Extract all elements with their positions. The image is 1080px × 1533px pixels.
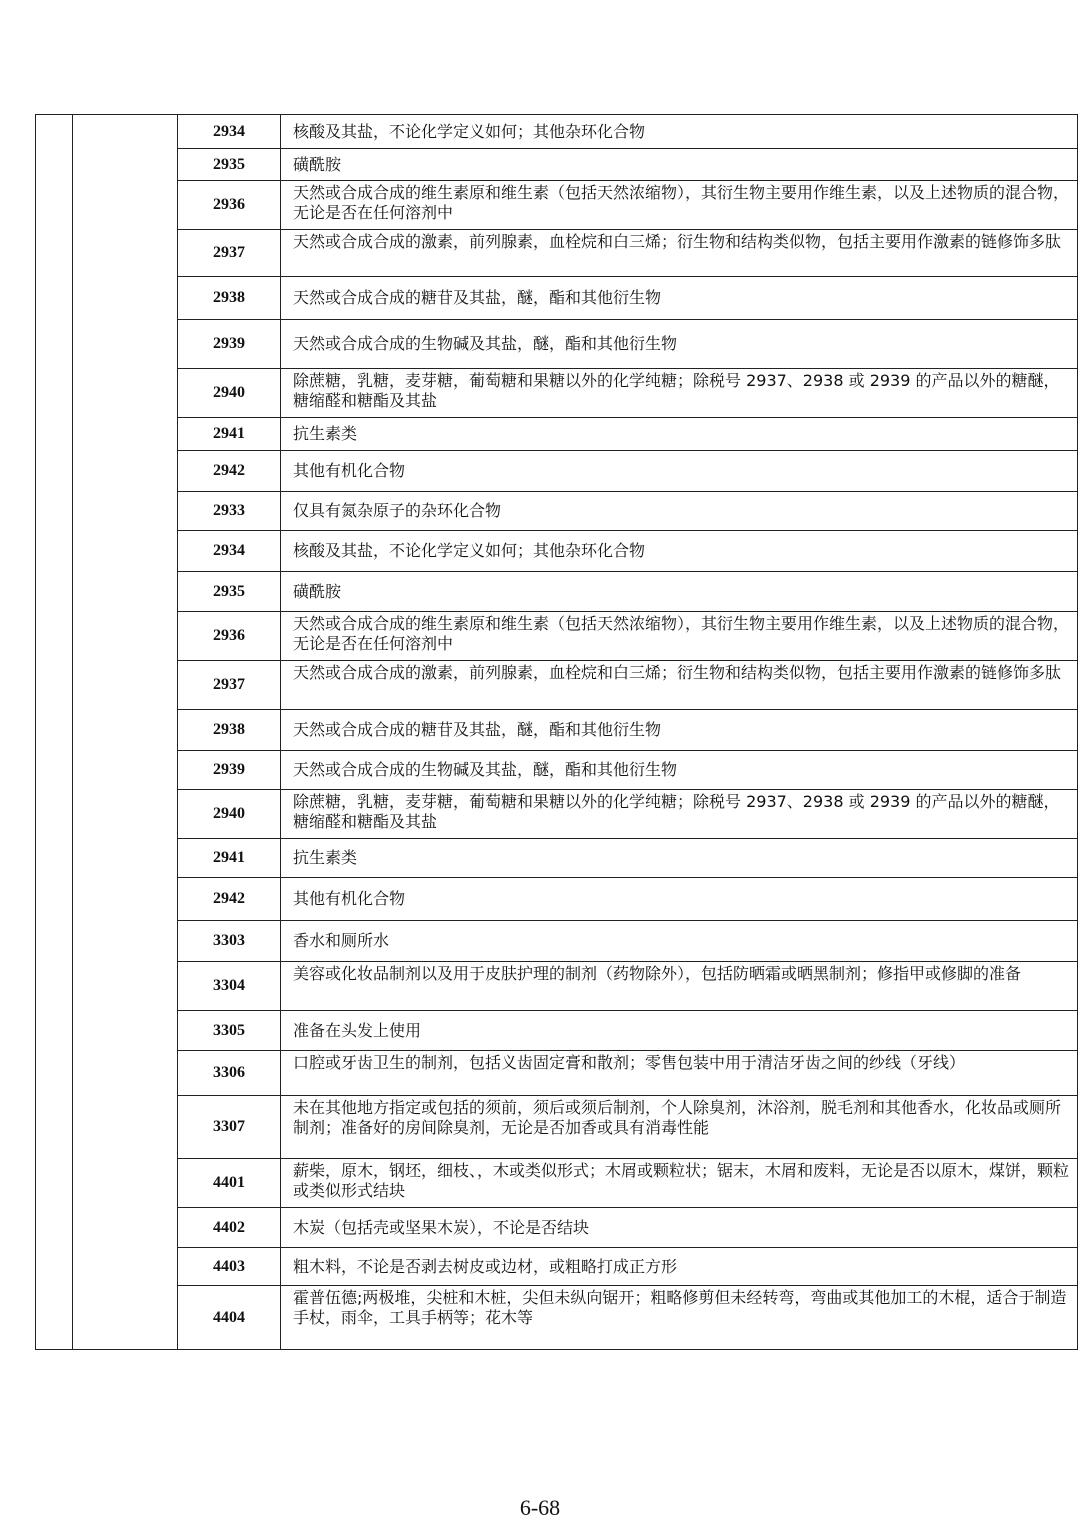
- hs-code-cell: 2935: [178, 572, 281, 612]
- description-cell: 天然或合成合成的生物碱及其盐，醚，酯和其他衍生物: [281, 320, 1078, 369]
- blank-cell-left: [36, 878, 73, 921]
- blank-cell-left: [36, 612, 73, 661]
- blank-cell-middle: [73, 962, 178, 1011]
- table-row: [36, 320, 1078, 369]
- table-row: [36, 451, 1078, 492]
- table-row: [36, 369, 1078, 418]
- description-cell: 美容或化妆品制剂以及用于皮肤护理的制剂（药物除外），包括防晒霜或晒黑制剂；修指甲或修脚的准备: [281, 962, 1078, 1011]
- hs-code-cell: 2933: [178, 492, 281, 531]
- blank-cell-left: [36, 661, 73, 710]
- blank-cell-middle: [73, 710, 178, 751]
- blank-cell-left: [36, 149, 73, 181]
- blank-cell-left: [36, 1159, 73, 1208]
- blank-cell-middle: [73, 1208, 178, 1248]
- blank-cell-middle: [73, 751, 178, 790]
- table-row: [36, 149, 1078, 181]
- blank-cell-left: [36, 962, 73, 1011]
- blank-cell-left: [36, 1208, 73, 1248]
- table-row: [36, 921, 1078, 962]
- blank-cell-left: [36, 181, 73, 230]
- blank-cell-left: [36, 921, 73, 962]
- description-cell: 其他有机化合物: [281, 878, 1078, 921]
- table-row: [36, 230, 1078, 277]
- blank-cell-middle: [73, 572, 178, 612]
- blank-cell-middle: [73, 878, 178, 921]
- description-cell: 天然或合成合成的生物碱及其盐，醚，酯和其他衍生物: [281, 751, 1078, 790]
- description-cell: 口腔或牙齿卫生的制剂，包括义齿固定膏和散剂；零售包装中用于清洁牙齿之间的纱线（牙线）: [281, 1051, 1078, 1096]
- blank-cell-left: [36, 418, 73, 451]
- description-cell: 仅具有氮杂原子的杂环化合物: [281, 492, 1078, 531]
- table-row: [36, 839, 1078, 878]
- hs-code-cell: 4402: [178, 1208, 281, 1248]
- description-cell: 抗生素类: [281, 839, 1078, 878]
- blank-cell-left: [36, 1096, 73, 1159]
- description-cell: 抗生素类: [281, 418, 1078, 451]
- hs-code-cell: 2939: [178, 320, 281, 369]
- blank-cell-middle: [73, 790, 178, 839]
- blank-cell-middle: [73, 1096, 178, 1159]
- blank-cell-middle: [73, 115, 178, 149]
- hs-code-cell: 2938: [178, 277, 281, 320]
- description-cell: 除蔗糖，乳糖，麦芽糖，葡萄糖和果糖以外的化学纯糖；除税号 2937、2938 或 2939 的产品以外的糖醚，糖缩醛和糖酯及其盐: [281, 369, 1078, 418]
- blank-cell-middle: [73, 320, 178, 369]
- blank-cell-middle: [73, 492, 178, 531]
- blank-cell-middle: [73, 277, 178, 320]
- table-row: [36, 531, 1078, 572]
- table-row: [36, 878, 1078, 921]
- hs-code-cell: 2938: [178, 710, 281, 751]
- description-cell: 天然或合成合成的维生素原和维生素（包括天然浓缩物），其衍生物主要用作维生素，以及上述物质的混合物，无论是否在任何溶剂中: [281, 181, 1078, 230]
- blank-cell-middle: [73, 451, 178, 492]
- description-cell: 除蔗糖，乳糖，麦芽糖，葡萄糖和果糖以外的化学纯糖；除税号 2937、2938 或 2939 的产品以外的糖醚，糖缩醛和糖酯及其盐: [281, 790, 1078, 839]
- table-row: [36, 418, 1078, 451]
- hs-code-cell: 2939: [178, 751, 281, 790]
- blank-cell-left: [36, 1011, 73, 1051]
- blank-cell-left: [36, 751, 73, 790]
- blank-cell-middle: [73, 418, 178, 451]
- description-cell: 天然或合成合成的维生素原和维生素（包括天然浓缩物），其衍生物主要用作维生素，以及上述物质的混合物，无论是否在任何溶剂中: [281, 612, 1078, 661]
- table-row: [36, 181, 1078, 230]
- hs-code-cell: 2934: [178, 115, 281, 149]
- blank-cell-left: [36, 1051, 73, 1096]
- blank-cell-middle: [73, 661, 178, 710]
- blank-cell-middle: [73, 149, 178, 181]
- blank-cell-middle: [73, 1286, 178, 1350]
- description-cell: 核酸及其盐，不论化学定义如何；其他杂环化合物: [281, 115, 1078, 149]
- table-row: [36, 790, 1078, 839]
- description-cell: 香水和厕所水: [281, 921, 1078, 962]
- table-row: [36, 1096, 1078, 1159]
- blank-cell-middle: [73, 612, 178, 661]
- page-number: 6-68: [519, 1495, 561, 1520]
- description-cell: 霍普伍德;两极堆，尖桩和木桩，尖但未纵向锯开；粗略修剪但未经转弯，弯曲或其他加工的木棍，适合于制造手杖，雨伞，工具手柄等；花木等: [281, 1286, 1078, 1350]
- hs-code-cell: 2940: [178, 369, 281, 418]
- hs-code-cell: 2941: [178, 839, 281, 878]
- tariff-table-container: [35, 114, 1078, 1350]
- blank-cell-left: [36, 572, 73, 612]
- blank-cell-left: [36, 320, 73, 369]
- hs-code-cell: 2937: [178, 230, 281, 277]
- description-cell: 核酸及其盐，不论化学定义如何；其他杂环化合物: [281, 531, 1078, 572]
- description-cell: 天然或合成合成的激素，前列腺素，血栓烷和白三烯；衍生物和结构类似物，包括主要用作激素的链修饰多肽: [281, 230, 1078, 277]
- description-cell: 天然或合成合成的糖苷及其盐，醚，酯和其他衍生物: [281, 710, 1078, 751]
- blank-cell-left: [36, 1248, 73, 1286]
- table-row: [36, 115, 1078, 149]
- blank-cell-left: [36, 369, 73, 418]
- blank-cell-middle: [73, 230, 178, 277]
- hs-code-cell: 2937: [178, 661, 281, 710]
- description-cell: 天然或合成合成的糖苷及其盐，醚，酯和其他衍生物: [281, 277, 1078, 320]
- hs-code-cell: 2940: [178, 790, 281, 839]
- description-cell: 薪柴，原木，钢坯，细枝、，木或类似形式；木屑或颗粒状；锯末，木屑和废料，无论是否以原木，煤饼，颗粒或类似形式结块: [281, 1159, 1078, 1208]
- table-row: [36, 572, 1078, 612]
- blank-cell-left: [36, 492, 73, 531]
- hs-code-cell: 2942: [178, 451, 281, 492]
- hs-code-cell: 3306: [178, 1051, 281, 1096]
- description-cell: 磺酰胺: [281, 149, 1078, 181]
- hs-code-cell: 4403: [178, 1248, 281, 1286]
- table-row: [36, 1286, 1078, 1350]
- table-row: [36, 1208, 1078, 1248]
- hs-code-cell: 2936: [178, 181, 281, 230]
- description-cell: 磺酰胺: [281, 572, 1078, 612]
- blank-cell-middle: [73, 839, 178, 878]
- table-row: [36, 1011, 1078, 1051]
- hs-code-cell: 2942: [178, 878, 281, 921]
- blank-cell-left: [36, 710, 73, 751]
- table-row: [36, 962, 1078, 1011]
- blank-cell-left: [36, 1286, 73, 1350]
- hs-code-cell: 2935: [178, 149, 281, 181]
- blank-cell-middle: [73, 369, 178, 418]
- blank-cell-left: [36, 790, 73, 839]
- table-row: [36, 1159, 1078, 1208]
- description-cell: 其他有机化合物: [281, 451, 1078, 492]
- hs-code-cell: 2941: [178, 418, 281, 451]
- table-row: [36, 661, 1078, 710]
- description-cell: 木炭（包括壳或坚果木炭），不论是否结块: [281, 1208, 1078, 1248]
- description-cell: 未在其他地方指定或包括的须前，须后或须后制剂，个人除臭剂，沐浴剂，脱毛剂和其他香水，化妆品或厕所制剂；准备好的房间除臭剂，无论是否加香或具有消毒性能: [281, 1096, 1078, 1159]
- hs-code-cell: 4401: [178, 1159, 281, 1208]
- table-row: [36, 751, 1078, 790]
- description-cell: 准备在头发上使用: [281, 1011, 1078, 1051]
- tariff-table: [35, 114, 1078, 1350]
- hs-code-cell: 2936: [178, 612, 281, 661]
- hs-code-cell: 3305: [178, 1011, 281, 1051]
- blank-cell-middle: [73, 1051, 178, 1096]
- blank-cell-middle: [73, 1159, 178, 1208]
- blank-cell-left: [36, 115, 73, 149]
- hs-code-cell: 2934: [178, 531, 281, 572]
- tariff-table-body: [36, 115, 1078, 1350]
- hs-code-cell: 3303: [178, 921, 281, 962]
- blank-cell-middle: [73, 531, 178, 572]
- hs-code-cell: 3304: [178, 962, 281, 1011]
- hs-code-cell: 4404: [178, 1286, 281, 1350]
- hs-code-cell: 3307: [178, 1096, 281, 1159]
- blank-cell-left: [36, 839, 73, 878]
- blank-cell-middle: [73, 1011, 178, 1051]
- blank-cell-left: [36, 531, 73, 572]
- description-cell: 天然或合成合成的激素，前列腺素，血栓烷和白三烯；衍生物和结构类似物，包括主要用作激素的链修饰多肽: [281, 661, 1078, 710]
- table-row: [36, 1248, 1078, 1286]
- blank-cell-middle: [73, 921, 178, 962]
- table-row: [36, 277, 1078, 320]
- blank-cell-left: [36, 451, 73, 492]
- table-row: [36, 710, 1078, 751]
- description-cell: 粗木料，不论是否剥去树皮或边材，或粗略打成正方形: [281, 1248, 1078, 1286]
- blank-cell-left: [36, 230, 73, 277]
- blank-cell-left: [36, 277, 73, 320]
- table-row: [36, 612, 1078, 661]
- table-row: [36, 492, 1078, 531]
- blank-cell-middle: [73, 1248, 178, 1286]
- table-row: [36, 1051, 1078, 1096]
- blank-cell-middle: [73, 181, 178, 230]
